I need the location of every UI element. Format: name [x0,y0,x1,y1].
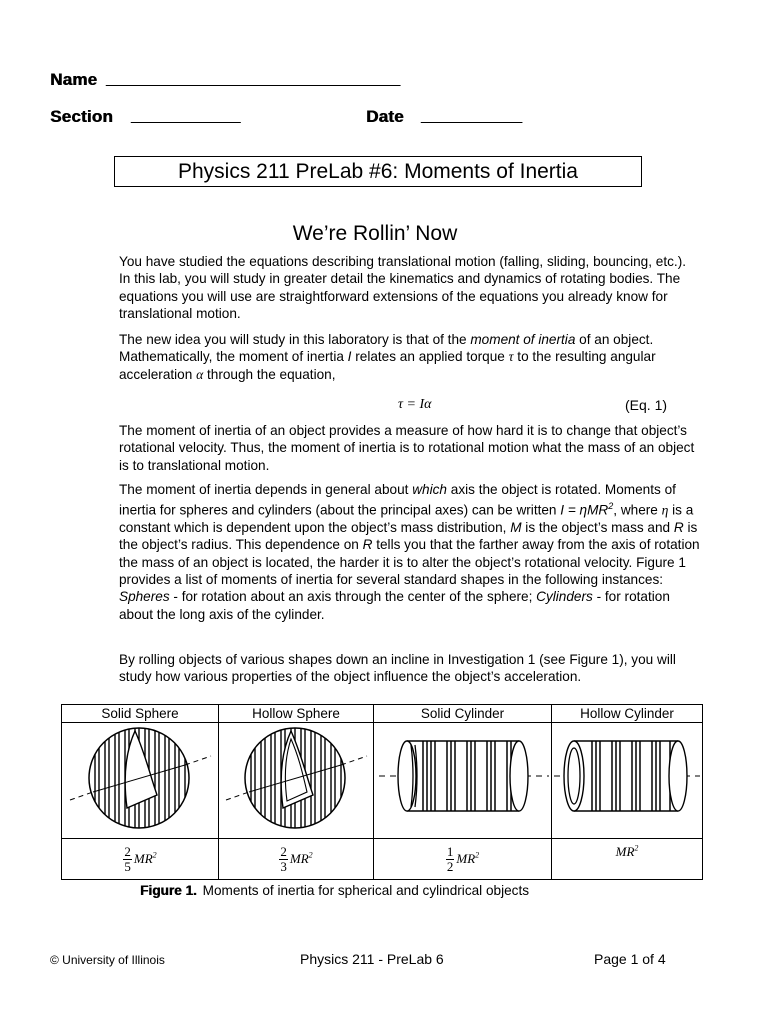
emphasis-cylinders: Cylinders [536,589,593,605]
formula-solid-cylinder [374,839,552,880]
section-heading: We’re Rollin’ Now [292,222,458,245]
text-run: is the object’s mass and [521,520,674,536]
text-run: - for rotation about an axis through the center of the sphere; [169,589,537,605]
name-field-line: ___________________________________ [106,70,400,87]
investigation-paragraph [119,651,701,686]
column-header-solid-cylinder: Solid Cylinder [374,705,552,723]
column-header-hollow-cylinder: Hollow Cylinder [552,705,703,723]
emphasis-which: which [412,482,447,497]
formula-hollow-cylinder [552,839,703,880]
footer-copyright: © University of Illinois [50,953,165,967]
symbol-R: R [673,520,684,536]
moment-intro-paragraph [119,331,701,383]
paragraph-text: You have studied the equations describing translational motion (falling, sliding, bouncing, etc.). In this lab, you will study in greater detail the kinematics and dynamics of rotating bodies. The equations you will use are straightforward extensions of the equations you already know for translational motion. [119,254,687,321]
column-header-solid-sphere: Solid Sphere [62,705,219,723]
symbol-tau: τ [508,349,514,365]
text-run: is a constant which is dependent upon the object’s mass distribution, [119,502,694,536]
date-label: Date [366,107,404,126]
formula-solid-sphere [62,839,219,880]
text-run: through the equation, [203,366,336,382]
footer-course: Physics 211 - PreLab 6 [300,951,444,967]
fraction-numerator: 1 [446,843,454,859]
solid-sphere-cell [62,723,219,839]
solid-sphere-illustration [65,723,215,833]
solid-cylinder-illustration [375,723,551,833]
paragraph-text: The moment of inertia of an object provides a measure of how hard it is to change that object’s rotational velocity. Thus, the moment of inertia is to rotational motion what the mass of an object is to translational motion. [119,423,695,473]
inline-formula: I = ηMR [560,502,609,518]
text-run: to the resulting angular acceleration [119,349,656,382]
moments-figure-table [61,704,703,880]
intro-paragraph [119,253,701,322]
formula-mr: MR [456,851,476,867]
text-run: relates an applied torque [351,349,509,365]
fraction-denominator: 2 [446,858,454,874]
formula-exponent: 2 [308,850,313,860]
formula-exponent: 2 [152,850,157,860]
symbol-R: R [362,537,373,553]
text-run: - for rotation about the long axis of the cylinder. [119,589,670,622]
date-field-line: ____________ [421,107,522,124]
fraction [123,845,132,874]
symbol-eta: η [661,502,669,518]
formula-expression [616,844,639,859]
text-run: The new idea you will study in this laboratory is that of the [119,332,471,347]
column-header-hollow-sphere: Hollow Sphere [219,705,374,723]
text-run: tells you that the farther away from the axis of rotation the mass of an object is located, the harder it is to alter the object’s rotational velocity. Figure 1 provides a list of moments of inertia for several standard shapes in the following instances: [119,537,700,588]
figure-caption [140,883,529,898]
footer-page-number: Page 1 of 4 [594,951,666,967]
formula-mr: MR [133,851,153,867]
hollow-cylinder-cell [552,723,703,839]
equation-1: τ = Iα [398,397,432,412]
figure-caption-label: Figure 1. [140,883,197,898]
section-field-line: _____________ [131,107,241,124]
section-label: Section [50,107,113,126]
formula-expression [456,851,479,866]
axis-dependence-paragraph [119,481,701,623]
inline-formula-exponent: 2 [608,501,614,512]
formula-expression [134,851,157,866]
figure-caption-text: Moments of inertia for spherical and cylindrical objects [202,883,530,898]
page-title: Physics 211 PreLab #6: Moments of Inertia [114,156,642,187]
solid-cylinder-cell [374,723,552,839]
name-label: Name [50,70,98,89]
formula-mr: MR [615,844,635,860]
fraction-numerator: 2 [280,843,287,859]
fraction [446,845,455,874]
formula-mr: MR [289,851,309,867]
formula-exponent: 2 [634,844,639,854]
symbol-alpha: α [196,366,204,382]
text-run: of an object. Mathematically, the moment of inertia [119,332,654,365]
paragraph-text: By rolling objects of various shapes down an incline in Investigation 1 (see Figure 1), you will study how various properties of the object influence the object’s acceleration. [119,652,676,685]
fraction-numerator: 2 [124,843,131,859]
text-run: is the object’s radius. This dependence on [119,520,698,553]
fraction-denominator: 3 [280,858,287,874]
symbol-M: M [510,520,522,536]
hollow-sphere-illustration [221,723,371,833]
formula-hollow-sphere [219,839,374,880]
fraction [279,845,288,874]
fraction-denominator: 5 [124,858,131,874]
equation-1-label: (Eq. 1) [625,397,668,413]
text-run: , where [613,502,662,518]
inertia-measure-paragraph [119,422,701,474]
formula-exponent: 2 [475,850,480,860]
hollow-sphere-cell [219,723,374,839]
symbol-I: I [347,349,352,365]
text-run: axis the object is rotated. Moments of inertia for spheres and cylinders (about the principal axes) can be written [119,482,676,518]
text-run: The moment of inertia depends in general about [119,482,413,497]
emphasis-spheres: Spheres [119,589,170,605]
formula-expression [290,851,313,866]
emphasis-moment-of-inertia: moment of inertia [470,332,576,347]
hollow-cylinder-illustration [552,723,702,833]
